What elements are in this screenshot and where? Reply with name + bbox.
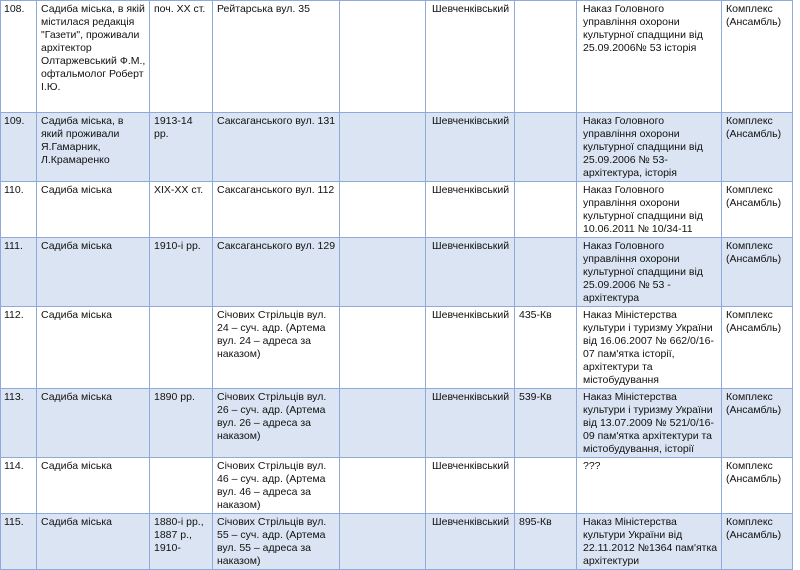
object-name: Садиба міська, в який проживали Я.Гамарник, Л.Крамаренко — [37, 113, 150, 182]
object-date: 1910-і рр. — [150, 238, 213, 307]
row-number: 109. — [1, 113, 37, 182]
object-type: Комплекс (Ансамбль) — [722, 458, 793, 514]
object-district: Шевченківський — [426, 182, 515, 238]
row-number: 110. — [1, 182, 37, 238]
protection-number — [515, 238, 577, 307]
protection-number: 539-Кв — [515, 389, 577, 458]
object-district: Шевченківський — [426, 514, 515, 570]
row-number: 111. — [1, 238, 37, 307]
protection-document: Наказ Міністерства культури України від 22.11.2012 №1364 пам'ятка архітектури — [577, 514, 722, 570]
object-type: Комплекс (Ансамбль) — [722, 514, 793, 570]
object-address: Січових Стрільців вул. 55 – суч. адр. (Артема вул. 55 – адреса за наказом) — [213, 514, 340, 570]
object-date: 1913-14 рр. — [150, 113, 213, 182]
row-number: 113. — [1, 389, 37, 458]
object-name: Садиба міська — [37, 389, 150, 458]
table-row — [1, 389, 793, 458]
object-date — [150, 458, 213, 514]
object-date: поч. XX ст. — [150, 1, 213, 113]
object-date: 1890 рр. — [150, 389, 213, 458]
object-date: XIX-XX ст. — [150, 182, 213, 238]
empty-cell — [340, 113, 426, 182]
protection-document: Наказ Головного управління охорони культурної спадщини від 25.09.2006 № 53 - архітектура — [577, 238, 722, 307]
object-type: Комплекс (Ансамбль) — [722, 307, 793, 389]
protection-document: Наказ Головного управління охорони культурної спадщини від 10.06.2011 № 10/34-11 — [577, 182, 722, 238]
protection-document: Наказ Міністерства культури і туризму України від 13.07.2009 № 521/0/16-09 пам'ятка архітектури та містобудування, історії — [577, 389, 722, 458]
protection-number — [515, 182, 577, 238]
protection-document: Наказ Міністерства культури і туризму України від 16.06.2007 № 662/0/16-07 пам'ятка історії, архітектури та містобудування — [577, 307, 722, 389]
object-address: Січових Стрільців вул. 24 – суч. адр. (Артема вул. 24 – адреса за наказом) — [213, 307, 340, 389]
table-row — [1, 1, 793, 113]
empty-cell — [340, 307, 426, 389]
object-type: Комплекс (Ансамбль) — [722, 113, 793, 182]
protection-number: 895-Кв — [515, 514, 577, 570]
empty-cell — [340, 514, 426, 570]
object-type: Комплекс (Ансамбль) — [722, 182, 793, 238]
empty-cell — [340, 238, 426, 307]
object-address: Січових Стрільців вул. 46 – суч. адр. (Артема вул. 46 – адреса за наказом) — [213, 458, 340, 514]
protection-number: 435-Кв — [515, 307, 577, 389]
object-name: Садиба міська — [37, 238, 150, 307]
protection-document: Наказ Головного управління охорони культурної спадщини від 25.09.2006 № 53- архітектура, історія — [577, 113, 722, 182]
empty-cell — [340, 458, 426, 514]
empty-cell — [340, 389, 426, 458]
object-name: Садиба міська — [37, 307, 150, 389]
table-row — [1, 238, 793, 307]
object-address: Рейтарська вул. 35 — [213, 1, 340, 113]
protection-document: Наказ Головного управління охорони культурної спадщини від 25.09.2006№ 53 історія — [577, 1, 722, 113]
object-type: Комплекс (Ансамбль) — [722, 1, 793, 113]
object-district: Шевченківський — [426, 1, 515, 113]
protection-number — [515, 113, 577, 182]
object-district: Шевченківський — [426, 307, 515, 389]
protection-number — [515, 458, 577, 514]
object-type: Комплекс (Ансамбль) — [722, 389, 793, 458]
object-address: Саксаганського вул. 112 — [213, 182, 340, 238]
object-name: Садиба міська, в якій містилася редакція "Газети", проживали архітектор Олтаржевський Ф.М., офтальмолог Роберт І.Ю. — [37, 1, 150, 113]
table-row — [1, 458, 793, 514]
row-number: 115. — [1, 514, 37, 570]
object-district: Шевченківський — [426, 389, 515, 458]
object-address: Саксаганського вул. 131 — [213, 113, 340, 182]
table-row — [1, 182, 793, 238]
object-district: Шевченківський — [426, 113, 515, 182]
object-date — [150, 307, 213, 389]
object-district: Шевченківський — [426, 458, 515, 514]
protection-document: ??? — [577, 458, 722, 514]
object-address: Січових Стрільців вул. 26 – суч. адр. (Артема вул. 26 – адреса за наказом) — [213, 389, 340, 458]
table-row — [1, 307, 793, 389]
protection-number — [515, 1, 577, 113]
object-type: Комплекс (Ансамбль) — [722, 238, 793, 307]
object-name: Садиба міська — [37, 182, 150, 238]
empty-cell — [340, 1, 426, 113]
object-name: Садиба міська — [37, 458, 150, 514]
table-row — [1, 113, 793, 182]
object-date: 1880-і рр., 1887 р., 1910- — [150, 514, 213, 570]
row-number: 114. — [1, 458, 37, 514]
empty-cell — [340, 182, 426, 238]
row-number: 112. — [1, 307, 37, 389]
object-address: Саксаганського вул. 129 — [213, 238, 340, 307]
row-number: 108. — [1, 1, 37, 113]
table-row — [1, 514, 793, 570]
object-name: Садиба міська — [37, 514, 150, 570]
object-district: Шевченківський — [426, 238, 515, 307]
